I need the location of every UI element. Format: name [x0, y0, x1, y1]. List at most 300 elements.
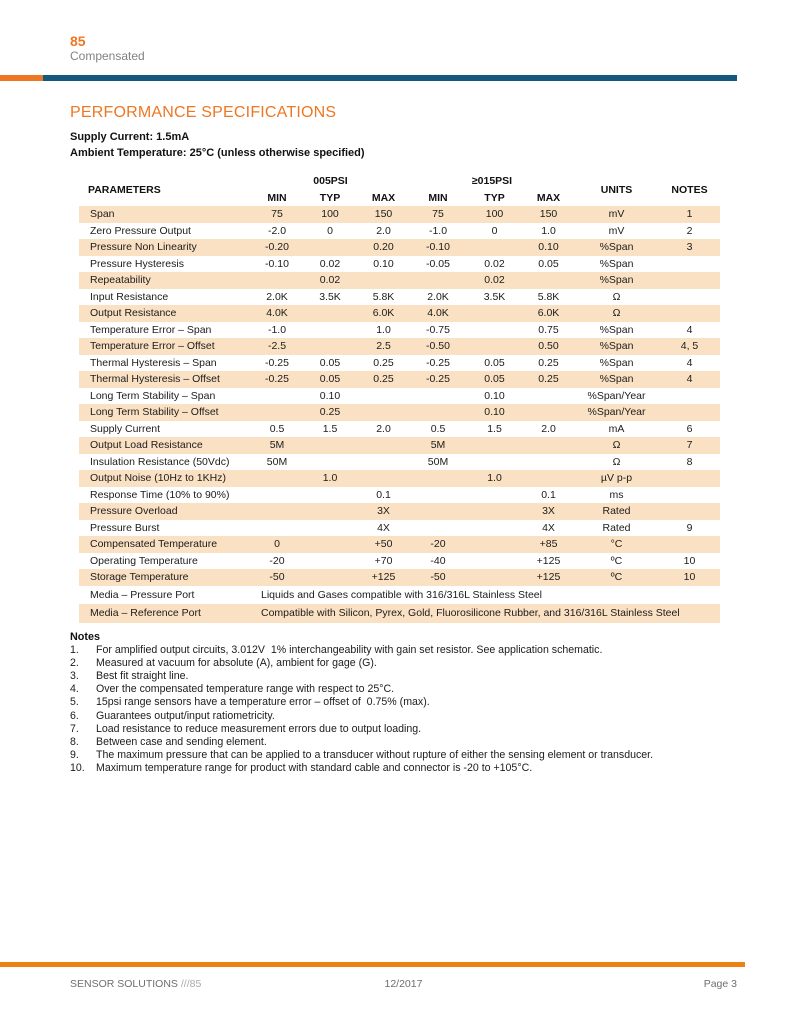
value-cell	[523, 388, 574, 405]
value-cell: 6.0K	[523, 305, 574, 322]
value-cell	[357, 454, 410, 471]
notes-ref-cell	[659, 256, 720, 273]
param-cell: Pressure Overload	[79, 503, 251, 520]
value-cell	[466, 520, 523, 537]
value-cell: -2.0	[267, 224, 287, 237]
value-cell: -0.20	[251, 239, 303, 256]
value-cell: +125	[357, 569, 410, 586]
value-cell	[357, 388, 410, 405]
value-cell: -2.5	[251, 338, 303, 355]
units-cell: %Span/Year	[587, 389, 646, 402]
value-cell: 0.25	[523, 371, 574, 388]
notes-ref-cell: 7	[659, 437, 720, 454]
value-cell: 3.5K	[319, 290, 341, 303]
note-item	[70, 683, 740, 696]
notes-ref-cell: 2	[686, 224, 693, 237]
value-cell: 2.0	[541, 422, 556, 435]
table-row	[79, 272, 720, 289]
value-cell: 4.0K	[251, 305, 303, 322]
units-cell: Ω	[574, 437, 659, 454]
value-cell: +70	[374, 554, 393, 567]
value-cell	[357, 470, 410, 487]
value-cell	[303, 553, 357, 570]
units-cell: mV	[608, 224, 625, 237]
value-cell	[251, 388, 303, 405]
table-row	[79, 371, 720, 388]
value-cell	[303, 305, 357, 322]
media-description-text: Liquids and Gases compatible with 316/316L Stainless Steel	[261, 588, 542, 601]
note-item	[70, 736, 740, 749]
value-cell: 5M	[410, 437, 466, 454]
param-cell: Pressure Burst	[90, 521, 160, 534]
col-header-min-2: MIN	[428, 191, 448, 204]
col-header-parameters: PARAMETERS	[88, 183, 161, 196]
footer-brand-name: SENSOR SOLUTIONS	[70, 978, 178, 990]
units-cell: ºC	[610, 554, 623, 567]
value-cell: 2.0K	[427, 290, 449, 303]
param-cell: Repeatability	[79, 272, 251, 289]
param-cell: Thermal Hysteresis – Span	[90, 356, 217, 369]
note-item	[70, 696, 740, 709]
value-cell: -0.75	[426, 323, 450, 336]
note-number: 2.	[70, 656, 79, 669]
notes-ref-cell	[659, 388, 720, 405]
ambient-temperature-line: Ambient Temperature: 25°C (unless otherwise specified)	[70, 147, 365, 159]
value-cell	[523, 470, 574, 487]
notes-ref-cell: 3	[659, 239, 720, 256]
value-cell: 1.0	[541, 224, 556, 237]
table-row	[79, 586, 720, 605]
value-cell: -0.25	[410, 371, 466, 388]
notes-ref-cell	[659, 536, 720, 553]
note-number: 4.	[70, 683, 79, 696]
value-cell: 4X	[377, 521, 390, 534]
value-cell: 0.25	[373, 356, 394, 369]
value-cell: 4.0K	[410, 305, 466, 322]
supply-current-line: Supply Current: 1.5mA	[70, 131, 190, 143]
spec-table	[79, 173, 720, 623]
param-cell: Operating Temperature	[90, 554, 198, 567]
value-cell: 0.5	[430, 422, 446, 435]
value-cell: 75	[251, 206, 303, 223]
note-text: 15psi range sensors have a temperature error – offset of 0.75% (max).	[96, 696, 430, 709]
notes-ref-cell: 9	[686, 521, 693, 534]
units-cell: µV p-p	[574, 470, 659, 487]
note-text: Maximum temperature range for product with standard cable and connector is -20 to +105°C.	[96, 762, 533, 775]
value-cell	[466, 536, 523, 553]
value-cell	[251, 520, 303, 537]
value-cell: 0.05	[319, 356, 341, 369]
value-cell: 5.8K	[372, 290, 395, 303]
footer-date: 12/2017	[384, 978, 423, 990]
units-cell: %Span	[574, 272, 659, 289]
value-cell: -0.10	[410, 239, 466, 256]
table-row	[79, 256, 720, 273]
table-row	[79, 437, 720, 454]
value-cell: 4X	[542, 521, 555, 534]
value-cell	[466, 239, 523, 256]
value-cell: 1.5	[322, 422, 338, 435]
notes-ref-cell	[659, 305, 720, 322]
doc-header	[0, 0, 800, 64]
value-cell	[357, 404, 410, 421]
variant-label: Compensated	[70, 49, 145, 63]
units-cell: %Span	[574, 239, 659, 256]
table-row	[79, 487, 720, 504]
value-cell: 3X	[523, 503, 574, 520]
value-cell: -0.25	[251, 371, 303, 388]
units-cell: mV	[574, 206, 659, 223]
value-cell: 2.5	[357, 338, 410, 355]
param-cell: Storage Temperature	[79, 569, 251, 586]
notes-ref-cell: 6	[686, 422, 693, 435]
table-row	[79, 553, 720, 570]
value-cell	[303, 520, 357, 537]
value-cell: 0.20	[357, 239, 410, 256]
col-group-015psi: ≥015PSI	[471, 175, 513, 188]
value-cell: 2.0	[376, 422, 391, 435]
units-cell: %Span	[599, 356, 634, 369]
media-description-cell	[251, 586, 720, 605]
value-cell: 0.1	[376, 488, 391, 501]
notes-ref-cell	[659, 487, 720, 504]
value-cell	[523, 404, 574, 421]
value-cell	[523, 454, 574, 471]
notes-ref-cell	[659, 503, 720, 520]
value-cell: 0	[327, 224, 333, 237]
notes-ref-cell: 4	[686, 356, 693, 369]
value-cell: 0.02	[466, 272, 523, 289]
value-cell: 0.05	[484, 356, 505, 369]
note-text: Between case and sending element.	[96, 735, 267, 748]
note-number: 3.	[70, 669, 79, 682]
notes-ref-cell	[659, 272, 720, 289]
col-header-min-1: MIN	[267, 191, 287, 204]
value-cell	[251, 404, 303, 421]
value-cell	[303, 536, 357, 553]
value-cell	[466, 454, 523, 471]
value-cell: -20	[410, 536, 466, 553]
value-cell: 0.25	[303, 404, 357, 421]
notes-ref-cell: 4, 5	[659, 338, 720, 355]
param-cell: Long Term Stability – Span	[90, 389, 216, 402]
param-cell: Pressure Non Linearity	[79, 239, 251, 256]
units-cell: %Span	[574, 371, 659, 388]
note-item	[70, 670, 740, 683]
col-header-units: UNITS	[600, 183, 633, 196]
note-text: Over the compensated temperature range with respect to 25°C.	[96, 683, 395, 696]
value-cell	[251, 272, 303, 289]
page-footer	[70, 978, 737, 990]
value-cell	[303, 322, 357, 339]
table-row	[79, 289, 720, 306]
value-cell: 150	[357, 206, 410, 223]
value-cell: -50	[251, 569, 303, 586]
note-item	[70, 644, 740, 657]
value-cell	[303, 569, 357, 586]
value-cell	[410, 404, 466, 421]
param-cell: Temperature Error – Span	[90, 323, 212, 336]
value-cell	[251, 487, 303, 504]
value-cell: +85	[523, 536, 574, 553]
value-cell: 0.10	[484, 389, 505, 402]
footer-brand-suffix: ///85	[180, 978, 202, 990]
spec-table-head	[79, 173, 720, 206]
value-cell	[357, 437, 410, 454]
note-text: Guarantees output/input ratiometricity.	[96, 709, 275, 722]
value-cell	[410, 470, 466, 487]
value-cell: 0.10	[319, 389, 341, 402]
value-cell: 0.1	[541, 488, 556, 501]
table-row	[79, 604, 720, 623]
value-cell: 1.0	[303, 470, 357, 487]
table-row	[79, 421, 720, 438]
value-cell: -0.10	[265, 257, 289, 270]
table-row	[79, 223, 720, 240]
units-cell: %Span	[599, 323, 634, 336]
value-cell	[466, 437, 523, 454]
col-group-005psi: 005PSI	[313, 175, 348, 188]
units-cell: Ω	[574, 305, 659, 322]
table-row	[79, 536, 720, 553]
param-cell: Span	[79, 206, 251, 223]
note-item	[70, 749, 740, 762]
notes-ref-cell: 4	[659, 371, 720, 388]
value-cell: 100	[466, 206, 523, 223]
media-description-cell	[251, 604, 720, 623]
note-item	[70, 762, 740, 775]
note-item	[70, 723, 740, 736]
value-cell: +125	[536, 554, 561, 567]
value-cell: -1.0	[428, 224, 448, 237]
value-cell	[523, 437, 574, 454]
value-cell: 0.25	[538, 356, 559, 369]
value-cell: -50	[410, 569, 466, 586]
units-cell: %Span	[574, 338, 659, 355]
value-cell: -0.50	[410, 338, 466, 355]
notes-list	[70, 644, 740, 776]
units-cell: ºC	[574, 569, 659, 586]
table-row	[79, 305, 720, 322]
value-cell	[466, 305, 523, 322]
param-cell: Output Load Resistance	[79, 437, 251, 454]
value-cell: 3X	[357, 503, 410, 520]
col-header-typ-1: TYP	[319, 191, 341, 204]
note-number: 9.	[70, 749, 79, 762]
value-cell	[303, 338, 357, 355]
notes-block	[70, 630, 740, 776]
value-cell: 0.02	[303, 272, 357, 289]
value-cell: 0.10	[466, 404, 523, 421]
value-cell: 0.05	[538, 257, 559, 270]
value-cell: 0	[491, 224, 498, 237]
value-cell: -20	[269, 554, 285, 567]
value-cell: -0.05	[426, 257, 450, 270]
table-row	[79, 404, 720, 421]
notes-ref-cell: 1	[659, 206, 720, 223]
param-cell: Media – Pressure Port	[90, 588, 195, 601]
media-description-text: Compatible with Silicon, Pyrex, Gold, Fluorosilicone Rubber, and 316/316L Stainless Steel	[261, 607, 680, 619]
value-cell	[466, 322, 523, 339]
value-cell: 3.5K	[483, 290, 506, 303]
table-row	[79, 503, 720, 520]
value-cell	[410, 520, 466, 537]
units-cell: °C	[574, 536, 659, 553]
notes-heading: Notes	[70, 630, 100, 643]
col-header-typ-2: TYP	[484, 191, 505, 204]
section-title: PERFORMANCE SPECIFICATIONS	[70, 104, 337, 121]
value-cell: 0.5	[269, 422, 285, 435]
divider-orange-segment	[0, 75, 43, 81]
note-text: Best fit straight line.	[96, 669, 189, 682]
note-item	[70, 710, 740, 723]
value-cell: 0.75	[538, 323, 559, 336]
value-cell: 1.5	[487, 422, 502, 435]
value-cell: -0.25	[426, 356, 450, 369]
notes-ref-cell: 4	[686, 323, 693, 336]
table-row	[79, 206, 720, 223]
value-cell	[410, 487, 466, 504]
value-cell: 1.0	[466, 470, 523, 487]
footer-divider-band	[0, 962, 745, 967]
note-text: Measured at vacuum for absolute (A), ambient for gage (G).	[96, 656, 377, 669]
note-number: 7.	[70, 722, 79, 735]
value-cell	[466, 569, 523, 586]
note-text: The maximum pressure that can be applied to a transducer without rupture of either the sensing element or transducer.	[96, 749, 654, 762]
value-cell: 150	[523, 206, 574, 223]
note-number: 10.	[70, 762, 85, 775]
value-cell	[466, 487, 523, 504]
table-row	[79, 454, 720, 471]
value-cell	[523, 272, 574, 289]
value-cell: 1.0	[376, 323, 391, 336]
value-cell	[410, 503, 466, 520]
value-cell: 2.0	[376, 224, 391, 237]
value-cell	[303, 487, 357, 504]
value-cell: -40	[430, 554, 446, 567]
param-cell: Thermal Hysteresis – Offset	[79, 371, 251, 388]
param-cell: Supply Current	[90, 422, 161, 435]
value-cell: 0.25	[357, 371, 410, 388]
notes-ref-cell	[659, 404, 720, 421]
units-cell: ms	[609, 488, 624, 501]
value-cell: 5.8K	[537, 290, 560, 303]
value-cell: 2.0K	[266, 290, 288, 303]
param-cell: Zero Pressure Output	[90, 224, 191, 237]
units-cell: Ω	[612, 290, 621, 303]
table-row	[79, 470, 720, 487]
param-cell: Compensated Temperature	[79, 536, 251, 553]
value-cell	[251, 470, 303, 487]
col-header-notes: NOTES	[671, 183, 708, 196]
value-cell	[303, 437, 357, 454]
table-row	[79, 338, 720, 355]
footer-brand	[70, 978, 292, 990]
value-cell: 50M	[266, 455, 288, 468]
note-text: Load resistance to reduce measurement errors due to output loading.	[96, 722, 422, 735]
value-cell: 0	[251, 536, 303, 553]
spec-table-body	[79, 206, 720, 623]
value-cell: 100	[303, 206, 357, 223]
value-cell: 50M	[427, 455, 449, 468]
units-cell: Ω	[612, 455, 621, 468]
value-cell: 5M	[251, 437, 303, 454]
notes-ref-cell	[659, 470, 720, 487]
table-row	[79, 569, 720, 586]
value-cell	[466, 338, 523, 355]
value-cell	[466, 503, 523, 520]
value-cell: 0.10	[373, 257, 394, 270]
value-cell	[410, 388, 466, 405]
units-cell: %Span/Year	[574, 404, 659, 421]
note-number: 5.	[70, 696, 79, 709]
notes-ref-cell: 8	[686, 455, 693, 468]
value-cell	[357, 272, 410, 289]
table-row	[79, 322, 720, 339]
param-cell: Output Resistance	[79, 305, 251, 322]
value-cell	[303, 503, 357, 520]
value-cell: 0.02	[484, 257, 505, 270]
table-row	[79, 388, 720, 405]
footer-page-number: Page 3	[703, 978, 737, 990]
table-row	[79, 355, 720, 372]
value-cell: +50	[357, 536, 410, 553]
param-cell: Response Time (10% to 90%)	[90, 488, 230, 501]
col-header-max-1: MAX	[371, 191, 396, 204]
note-number: 8.	[70, 735, 79, 748]
value-cell	[303, 239, 357, 256]
notes-ref-cell	[659, 289, 720, 306]
note-text: For amplified output circuits, 3.012V 1% interchangeability with gain set resistor. See application schematic.	[96, 643, 603, 656]
value-cell: 0.02	[319, 257, 341, 270]
note-number: 6.	[70, 709, 79, 722]
value-cell: -1.0	[267, 323, 287, 336]
table-row	[79, 239, 720, 256]
note-item	[70, 657, 740, 670]
value-cell: 0.50	[523, 338, 574, 355]
value-cell: +125	[523, 569, 574, 586]
value-cell: 0.05	[303, 371, 357, 388]
units-cell: mA	[608, 422, 625, 435]
model-number: 85	[70, 33, 86, 49]
table-row	[79, 520, 720, 537]
divider-blue-segment	[43, 75, 737, 81]
units-cell: Rated	[602, 521, 631, 534]
units-cell: %Span	[599, 257, 634, 270]
value-cell: 0.05	[466, 371, 523, 388]
value-cell	[251, 503, 303, 520]
value-cell: 6.0K	[357, 305, 410, 322]
notes-ref-cell: 10	[659, 569, 720, 586]
param-cell: Temperature Error – Offset	[79, 338, 251, 355]
header-divider-band	[0, 75, 737, 81]
param-cell: Output Noise (10Hz to 1KHz)	[79, 470, 251, 487]
value-cell: -0.25	[265, 356, 289, 369]
value-cell	[303, 454, 357, 471]
note-number: 1.	[70, 643, 79, 656]
param-cell: Input Resistance	[90, 290, 169, 303]
param-cell: Media – Reference Port	[79, 604, 251, 623]
col-header-max-2: MAX	[536, 191, 561, 204]
notes-ref-cell: 10	[683, 554, 696, 567]
param-cell: Long Term Stability – Offset	[79, 404, 251, 421]
value-cell: 75	[410, 206, 466, 223]
units-cell: Rated	[574, 503, 659, 520]
value-cell: 0.10	[523, 239, 574, 256]
value-cell	[410, 272, 466, 289]
param-cell: Insulation Resistance (50Vdc)	[90, 455, 230, 468]
value-cell	[466, 553, 523, 570]
